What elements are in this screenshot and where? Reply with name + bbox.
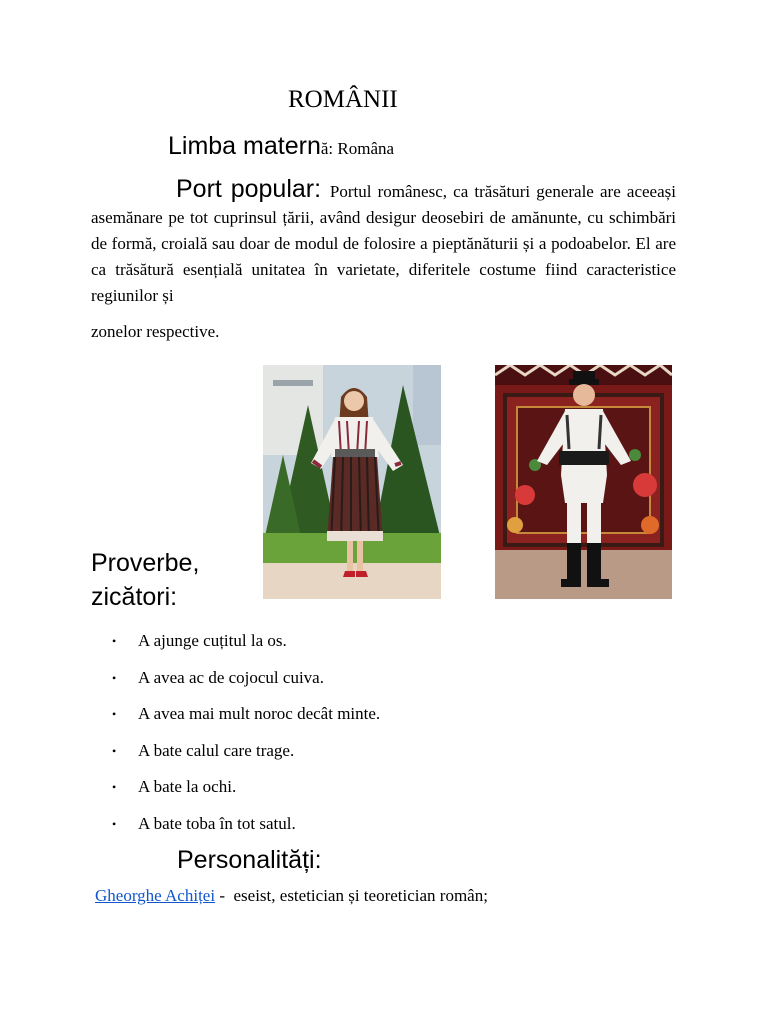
bullet-icon: • bbox=[112, 780, 117, 795]
page-title: ROMÂNII bbox=[288, 86, 398, 113]
personality-link[interactable]: Gheorghe Achiței bbox=[95, 886, 216, 905]
bullet-icon: • bbox=[112, 743, 117, 758]
personality-separator: - bbox=[215, 886, 234, 905]
list-item bbox=[112, 663, 380, 700]
mother-tongue-value: Româna bbox=[337, 139, 395, 158]
proverb-text: A bate toba în tot satul. bbox=[138, 813, 296, 833]
woman-in-romanian-folk-costume-icon bbox=[263, 365, 441, 599]
personality-entry bbox=[95, 886, 488, 906]
folk-costume-text: Portul românesc, ca trăsături generale are aceeași asemănare pe tot cuprinsul țării, având desigur deosebiri de amănunte, cu schimbări de formă, croială sau doar de modul de folosire a pieptănăturii și a podoabelor. El are ca trăsătură esențială unitatea în varietate, diferitele costume fiind caracteristice regiunilor și bbox=[91, 182, 676, 305]
proverb-text: A bate la ochi. bbox=[138, 777, 237, 797]
bullet-icon: • bbox=[112, 634, 117, 648]
proverb-text: A ajunge cuțitul la os. bbox=[138, 631, 287, 650]
list-item bbox=[112, 699, 380, 736]
mother-tongue-label-tail: ă: bbox=[320, 139, 338, 158]
bullet-icon: • bbox=[112, 707, 117, 722]
proverb-text: A bate calul care trage. bbox=[138, 740, 295, 760]
personality-description: eseist, estetician și teoretician român; bbox=[233, 886, 488, 905]
proverb-text: A avea ac de cojocul cuiva. bbox=[138, 667, 324, 687]
folk-costume-paragraph bbox=[91, 176, 676, 345]
proverbs-list bbox=[112, 626, 380, 846]
proverb-text: A avea mai mult noroc decât minte. bbox=[138, 704, 381, 724]
list-item bbox=[112, 809, 380, 846]
folk-costume-text-end: zonelor respective. bbox=[91, 322, 220, 341]
folk-costume-label: Port popular: bbox=[176, 175, 330, 203]
man-in-romanian-folk-costume-icon bbox=[495, 365, 672, 599]
list-item bbox=[112, 772, 380, 809]
personalities-heading: Personalități: bbox=[177, 846, 322, 874]
mother-tongue-line bbox=[168, 132, 394, 161]
proverbs-heading: Proverbe, zicători: bbox=[91, 549, 200, 611]
bullet-icon: • bbox=[112, 670, 117, 685]
mother-tongue-label: Limba matern bbox=[168, 132, 321, 160]
list-item bbox=[112, 736, 380, 773]
list-item bbox=[112, 626, 380, 663]
bullet-icon: • bbox=[112, 816, 117, 831]
